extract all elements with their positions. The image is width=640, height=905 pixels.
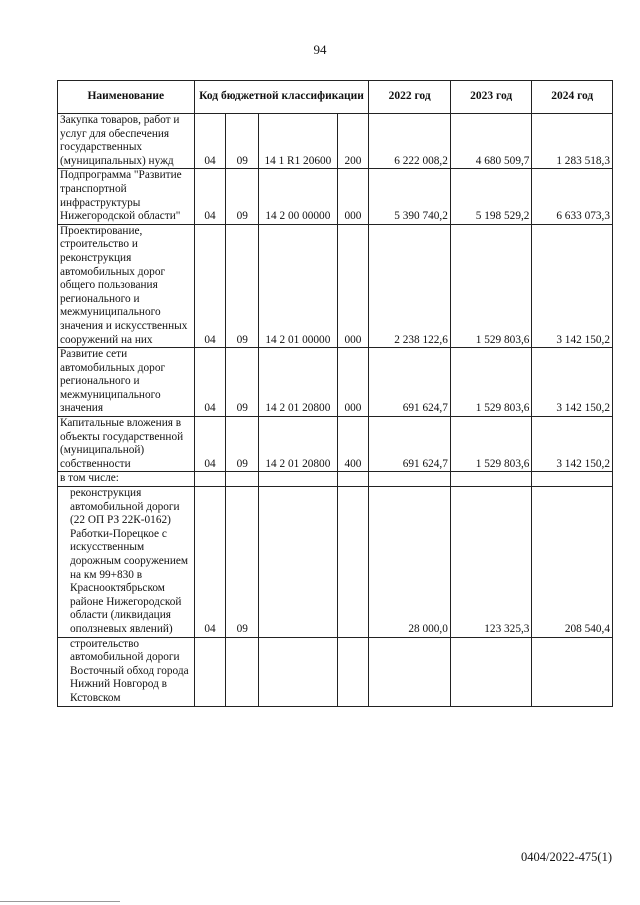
row-name: в том числе: <box>58 472 195 487</box>
expense-type-code: 000 <box>337 169 369 224</box>
value-2023: 1 529 803,6 <box>450 348 532 417</box>
value-2023: 4 680 509,7 <box>450 114 532 169</box>
value-2024 <box>532 637 613 706</box>
value-2024: 1 283 518,3 <box>532 114 613 169</box>
subsection-code: 09 <box>226 348 259 417</box>
subsection-code: 09 <box>226 487 259 638</box>
expense-type-code <box>337 637 369 706</box>
expense-type-code <box>337 487 369 638</box>
value-2022: 6 222 008,2 <box>369 114 451 169</box>
value-2022: 28 000,0 <box>369 487 451 638</box>
table-row <box>58 114 613 169</box>
value-2022: 691 624,7 <box>369 348 451 417</box>
value-2023: 5 198 529,2 <box>450 169 532 224</box>
subsection-code: 09 <box>226 169 259 224</box>
value-2022 <box>369 472 451 487</box>
subsection-code: 09 <box>226 114 259 169</box>
value-2024: 6 633 073,3 <box>532 169 613 224</box>
table-row <box>58 417 613 472</box>
target-article-code <box>259 637 337 706</box>
value-2022: 5 390 740,2 <box>369 169 451 224</box>
target-article-code: 14 2 00 00000 <box>259 169 337 224</box>
value-2023 <box>450 472 532 487</box>
section-code <box>194 472 226 487</box>
section-code <box>194 637 226 706</box>
value-2023: 1 529 803,6 <box>450 224 532 347</box>
target-article-code: 14 2 01 20800 <box>259 348 337 417</box>
value-2024: 208 540,4 <box>532 487 613 638</box>
subsection-code: 09 <box>226 417 259 472</box>
value-2024: 3 142 150,2 <box>532 417 613 472</box>
value-2023: 123 325,3 <box>450 487 532 638</box>
expense-type-code: 400 <box>337 417 369 472</box>
page-number: 94 <box>313 42 327 57</box>
section-code: 04 <box>194 348 226 417</box>
header-2023: 2023 год <box>450 81 532 114</box>
value-2022: 2 238 122,6 <box>369 224 451 347</box>
scan-edge-line <box>0 901 120 902</box>
row-name: Развитие сети автомобильных дорог регионального и межмуниципального значения <box>58 348 195 417</box>
header-name: Наименование <box>58 81 195 114</box>
expense-type-code: 000 <box>337 224 369 347</box>
table-row <box>58 348 613 417</box>
target-article-code: 14 2 01 00000 <box>259 224 337 347</box>
row-name: Подпрограмма "Развитие транспортной инфраструктуры Нижегородской области" <box>58 169 195 224</box>
document-code: 0404/2022-475(1) <box>521 850 612 864</box>
header-code: Код бюджетной классификации <box>194 81 369 114</box>
expense-type-code: 000 <box>337 348 369 417</box>
section-code: 04 <box>194 417 226 472</box>
row-name: строительство автомобильной дороги Восточный обход города Нижний Новгород в Кстовском <box>58 637 195 706</box>
budget-table <box>57 80 613 707</box>
value-2024: 3 142 150,2 <box>532 224 613 347</box>
subsection-code <box>226 472 259 487</box>
section-code: 04 <box>194 114 226 169</box>
value-2022 <box>369 637 451 706</box>
table-row <box>58 224 613 347</box>
subsection-code: 09 <box>226 224 259 347</box>
section-code: 04 <box>194 169 226 224</box>
row-name: Проектирование, строительство и реконструкция автомобильных дорог общего пользования регионального и межмуниципального значения и искусственных сооружений на них <box>58 224 195 347</box>
expense-type-code: 200 <box>337 114 369 169</box>
section-code: 04 <box>194 487 226 638</box>
value-2023 <box>450 637 532 706</box>
table-row <box>58 637 613 706</box>
header-2022: 2022 год <box>369 81 451 114</box>
table-row <box>58 472 613 487</box>
value-2023: 1 529 803,6 <box>450 417 532 472</box>
subsection-code <box>226 637 259 706</box>
value-2024 <box>532 472 613 487</box>
row-name: Капитальные вложения в объекты государственной (муниципальной) собственности <box>58 417 195 472</box>
expense-type-code <box>337 472 369 487</box>
row-name: реконструкция автомобильной дороги (22 ОП РЗ 22К-0162) Работки-Порецкое с искусственным дорожным сооружением на км 99+830 в Краснооктябрьском районе Нижегородской области (ликвидация оползневых явлений) <box>58 487 195 638</box>
row-name: Закупка товаров, работ и услуг для обеспечения государственных (муниципальных) нужд <box>58 114 195 169</box>
target-article-code <box>259 472 337 487</box>
target-article-code: 14 2 01 20800 <box>259 417 337 472</box>
target-article-code: 14 1 R1 20600 <box>259 114 337 169</box>
header-2024: 2024 год <box>532 81 613 114</box>
table-row <box>58 169 613 224</box>
value-2022: 691 624,7 <box>369 417 451 472</box>
table-header-row <box>58 81 613 114</box>
value-2024: 3 142 150,2 <box>532 348 613 417</box>
target-article-code <box>259 487 337 638</box>
table-row <box>58 487 613 638</box>
section-code: 04 <box>194 224 226 347</box>
